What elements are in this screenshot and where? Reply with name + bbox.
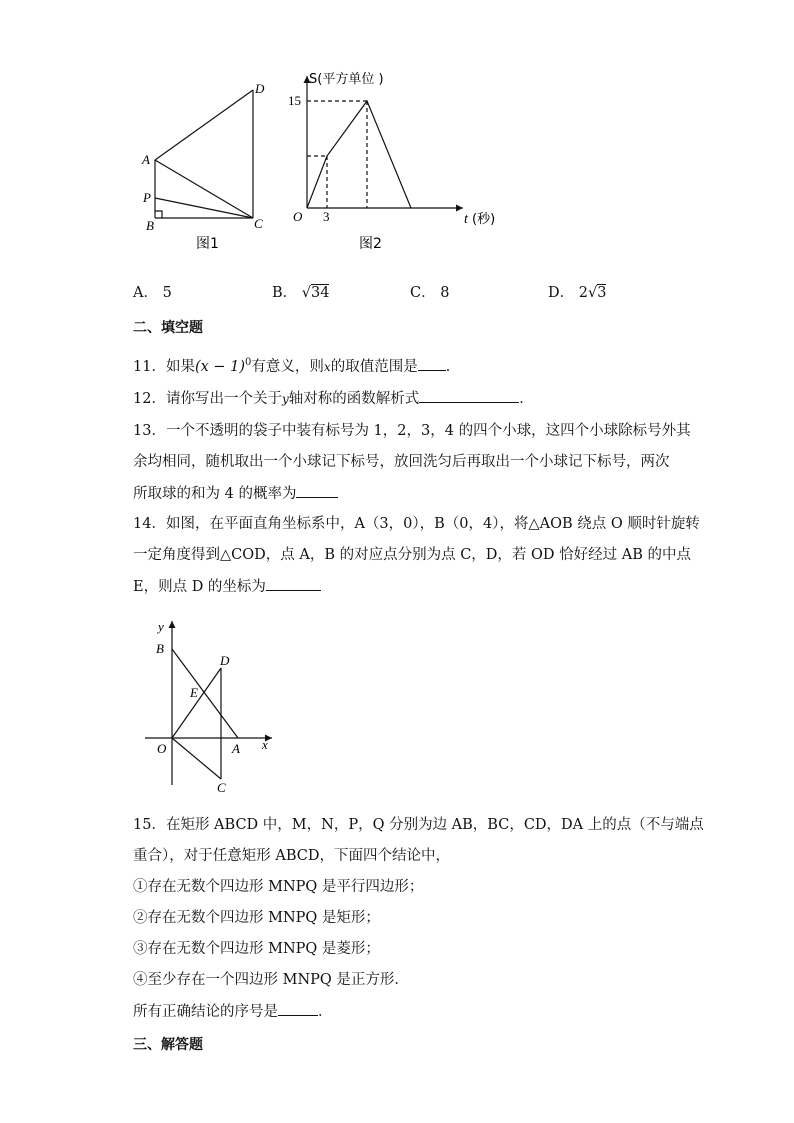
- option-b[interactable]: B． √34: [272, 285, 330, 301]
- question-15-answer-line: 所有正确结论的序号是 ．: [133, 1001, 333, 1022]
- q11-expr: (x − 1): [194, 358, 246, 375]
- answer-blank-14[interactable]: [266, 576, 321, 591]
- fig2-caption: 图2: [359, 236, 382, 252]
- answer-blank-12[interactable]: [419, 388, 519, 403]
- fig3-label-y: y: [158, 619, 164, 634]
- question-15-conclusion-3: ③存在无数个四边形 MNPQ 是菱形；: [133, 941, 380, 957]
- figure-1: [138, 78, 278, 258]
- question-14-line-3: E，则点 D 的坐标为: [133, 576, 321, 597]
- fig2-origin: O: [293, 209, 303, 224]
- option-c[interactable]: C． 8: [410, 285, 450, 301]
- fig1-label-c: C: [254, 216, 263, 231]
- figure-2: [285, 68, 510, 258]
- sqrt-icon: √: [587, 285, 598, 301]
- fig3-label-b: B: [156, 641, 164, 656]
- fig1-label-p: P: [143, 190, 151, 205]
- option-d[interactable]: D． 2√3: [548, 285, 607, 301]
- sqrt-icon: √: [301, 285, 312, 301]
- fig2-x-axis-unit: (秒): [472, 212, 496, 227]
- question-15-conclusion-1: ①存在无数个四边形 MNPQ 是平行四边形；: [133, 879, 424, 895]
- question-11: 11．如果$(x - 1)^0$有意义，则x的取值范围是 ．: [133, 357, 461, 375]
- fig2-y-axis-label: S(平方单位 ): [309, 72, 384, 87]
- question-15-conclusion-4: ④至少存在一个四边形 MNPQ 是正方形．: [133, 972, 409, 988]
- fig1-label-a: A: [142, 152, 150, 167]
- question-13-line-2: 余均相同，随机取出一个小球记下标号，放回洗匀后再取出一个小球记下标号，两次: [133, 454, 670, 470]
- fig2-x-tick-3: 3: [323, 209, 330, 224]
- option-a[interactable]: A． 5: [133, 285, 172, 301]
- question-15-line-1: 15．在矩形 ABCD 中，M，N，P，Q 分别为边 AB，BC，CD，DA 上的点（不与端点: [133, 817, 704, 833]
- fig3-label-o: O: [157, 741, 167, 756]
- fig1-label-b: B: [146, 218, 154, 233]
- question-13-line-3: 所取球的和为 4 的概率为: [133, 483, 338, 504]
- fig3-label-c: C: [217, 780, 226, 795]
- answer-blank-11[interactable]: [418, 356, 446, 371]
- figure-3-coordinate-plane: [140, 615, 285, 795]
- question-14-line-1: 14．如图，在平面直角坐标系中，A（3，0），B（0，4），将△AOB 绕点 O 顺时针旋转: [133, 516, 700, 532]
- fig3-label-d: D: [220, 653, 230, 668]
- section-3-heading: 三、解答题: [133, 1037, 203, 1053]
- question-15-line-2: 重合），对于任意矩形 ABCD，下面四个结论中，: [133, 848, 450, 864]
- answer-blank-13[interactable]: [296, 483, 338, 498]
- fig2-x-axis-var: t: [464, 212, 468, 227]
- fig3-label-a: A: [232, 741, 240, 756]
- question-13-line-1: 13．一个不透明的袋子中装有标号为 1，2，3，4 的四个小球，这四个小球除标号外其: [133, 423, 691, 439]
- fig3-label-e: E: [190, 685, 198, 700]
- fig1-caption: 图1: [196, 236, 219, 252]
- section-2-heading: 二、填空题: [133, 320, 203, 336]
- fig1-label-d: D: [255, 81, 265, 96]
- answer-blank-15[interactable]: [278, 1001, 318, 1016]
- question-12: 12．请你写出一个关于y轴对称的函数解析式 ．: [133, 388, 534, 409]
- question-15-conclusion-2: ②存在无数个四边形 MNPQ 是矩形；: [133, 910, 380, 926]
- fig2-y-tick-15: 15: [288, 93, 301, 108]
- question-14-line-2: 一定角度得到△COD，点 A，B 的对应点分别为点 C，D，若 OD 恰好经过 AB 的中点: [133, 547, 692, 563]
- fig3-label-x: x: [262, 737, 268, 752]
